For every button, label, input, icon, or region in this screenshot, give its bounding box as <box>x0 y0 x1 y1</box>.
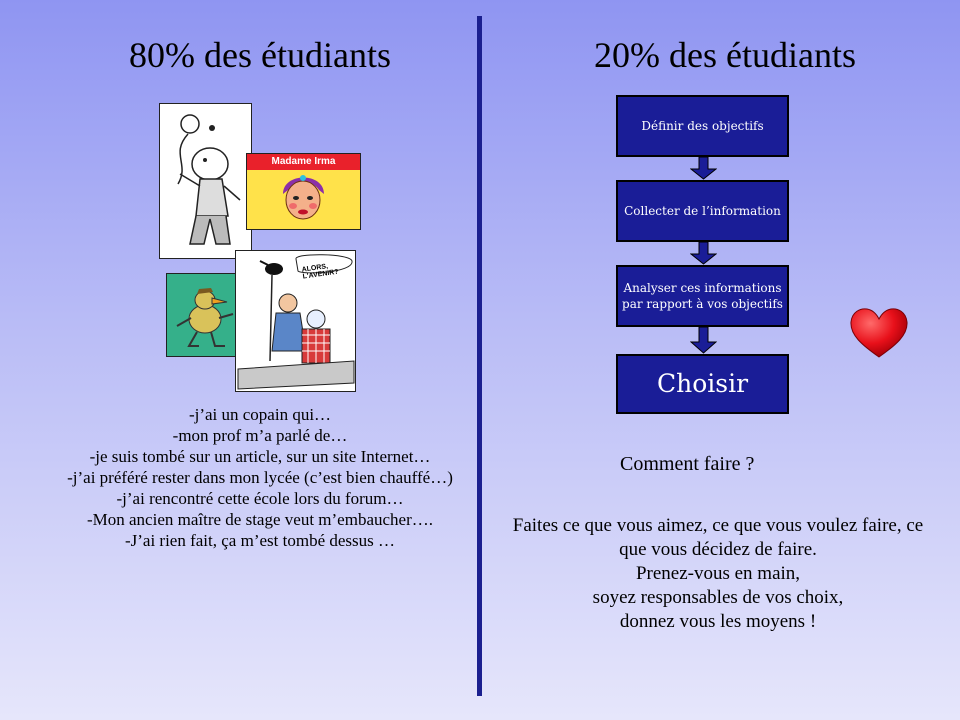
question-heading: Comment faire ? <box>620 453 755 475</box>
left-reason-line: -j’ai préféré rester dans mon lycée (c’est bien chauffé…) <box>67 468 453 487</box>
flow-box-analyse <box>616 265 789 327</box>
left-reason-line: -je suis tombé sur un article, sur un site Internet… <box>89 447 431 466</box>
speech-bubble-text: ALORS, L'AVENIR? <box>301 263 340 281</box>
flow-box-label: par rapport à vos objectifs <box>622 297 783 311</box>
down-arrow-icon <box>690 157 717 180</box>
left-reason-line: -j’ai un copain qui… <box>188 405 332 424</box>
left-reason-line: -J’ai rien fait, ça m’est tombé dessus … <box>124 531 396 550</box>
advice-line: Faites ce que vous aimez, ce que vous voulez faire, ce que vous décidez de faire. <box>512 515 924 560</box>
left-reason-line: -Mon ancien maître de stage veut m’embaucher…. <box>86 510 433 529</box>
advice-line: soyez responsables de vos choix, <box>592 587 844 608</box>
left-reason-line: -j’ai rencontré cette école lors du forum… <box>116 489 404 508</box>
irma-label: Madame Irma <box>247 154 360 170</box>
flow-box-label: Choisir <box>656 369 749 398</box>
flow-box-label: Analyser ces informations <box>623 281 782 295</box>
advice-line: Prenez-vous en main, <box>635 563 801 584</box>
down-arrow-icon <box>690 327 717 354</box>
advice-line: donnez vous les moyens ! <box>619 611 817 632</box>
down-arrow-icon <box>690 242 717 265</box>
duck-cartoon-image <box>166 273 243 357</box>
flow-box-collect <box>616 180 789 242</box>
fortune-teller-cartoon-image <box>235 250 356 392</box>
center-divider <box>477 16 482 696</box>
left-title: 80% des étudiants <box>129 35 391 75</box>
right-title: 20% des étudiants <box>594 35 856 75</box>
madame-irma-image <box>246 153 361 230</box>
flow-box-label: Collecter de l’information <box>624 204 781 218</box>
flow-box-choose <box>616 354 789 414</box>
left-reasons-list <box>40 404 480 551</box>
flow-box-objectives <box>616 95 789 157</box>
heart-icon <box>848 307 910 359</box>
right-advice-text <box>508 514 928 634</box>
flow-box-label: Définir des objectifs <box>641 119 764 133</box>
cartoon-juggler-image <box>159 103 252 259</box>
left-reason-line: -mon prof m’a parlé de… <box>172 426 348 445</box>
